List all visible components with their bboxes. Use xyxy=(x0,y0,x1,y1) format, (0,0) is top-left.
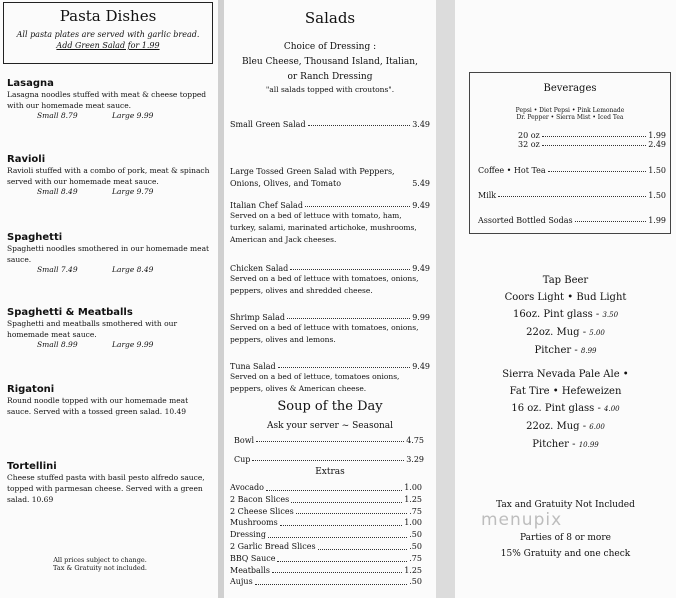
item-desc: Spaghetti noodles smothered in our homemade meat sauce. xyxy=(7,244,210,264)
menu-item xyxy=(7,154,212,199)
tap-title: Tap Beer xyxy=(542,275,589,286)
extra-row: Dressing .50 xyxy=(230,530,422,540)
item-desc: Lasagna noodles stuffed with meat & cheese topped with our homemade meat sauce. xyxy=(7,90,207,110)
salad-name: Tuna Salad xyxy=(230,362,276,371)
fold-shadow-right xyxy=(436,0,455,598)
salads-title: Salads xyxy=(304,9,356,27)
extra-row: Mushrooms 1.00 xyxy=(230,518,422,528)
salad-price: 9.49 xyxy=(412,362,430,371)
tap-beer-section xyxy=(455,272,676,454)
dressing-line: "all salads topped with croutons". xyxy=(265,85,395,94)
salad-desc: Served on a bed of lettuce, tomatoes onions, peppers, olives & American cheese. xyxy=(230,372,400,393)
salad-item xyxy=(230,201,430,246)
beverages-panel xyxy=(455,0,676,598)
large-price: Large 9.99 xyxy=(112,111,154,120)
soup-cup-row xyxy=(234,455,424,464)
bowl-price: 4.75 xyxy=(406,436,424,445)
gratuity-note: 15% Gratuity and one check xyxy=(500,549,631,559)
tap-pint: 16 oz. Pint glass - 4.00 xyxy=(511,403,620,414)
item-desc: Spaghetti and meatballs smothered with our homemade meat sauce. xyxy=(7,319,178,339)
salad-item xyxy=(230,264,430,297)
disclaimer-line: All prices subject to change. xyxy=(53,556,147,564)
item-name: Ravioli xyxy=(7,154,46,165)
coffee-label: Coffee • Hot Tea xyxy=(478,166,546,175)
extras-title: Extras xyxy=(315,467,345,477)
tap-pint: 16oz. Pint glass - 3.50 xyxy=(512,309,619,320)
item-desc: Cheese stuffed pasta with basil pesto alfredo sauce, topped with parmesan cheese. Served with a green salad. 10.69 xyxy=(7,473,205,504)
salads-panel xyxy=(224,0,436,598)
extras-list xyxy=(230,482,422,588)
salad-item xyxy=(230,313,430,346)
milk-price: 1.50 xyxy=(648,191,666,200)
salad-item xyxy=(230,166,430,190)
dressing-box xyxy=(224,40,436,95)
dressing-line: or Ranch Dressing xyxy=(287,72,373,82)
extra-row: 2 Garlic Bread Slices .50 xyxy=(230,541,422,551)
tap-mug: 22oz. Mug - 6.00 xyxy=(526,421,605,432)
tap-line: Fat Tire • Hefeweizen xyxy=(509,386,622,397)
pasta-add-salad: Add Green Salad for 1.99 xyxy=(56,41,160,50)
salad-desc: Served on a bed of lettuce with tomatoes, onions, peppers, olives and shredded cheese. xyxy=(230,274,419,295)
salad-name: Small Green Salad xyxy=(230,120,306,129)
dressing-line: Bleu Cheese, Thousand Island, Italian, xyxy=(242,57,418,67)
menu-item xyxy=(7,232,212,277)
salad-desc: Served on a bed of lettuce with tomato, ham, turkey, salami, marinated artichoke, mushrooms, American and Jack cheeses. xyxy=(230,211,417,244)
salad-name: Large Tossed Green Salad with Peppers, Onions, Olives, and Tomato xyxy=(230,167,395,188)
soup-bowl-row xyxy=(234,436,424,445)
pasta-note: All pasta plates are served with garlic bread. xyxy=(16,30,200,39)
cup-label: Cup xyxy=(234,455,251,464)
tap-pitcher: Pitcher - 10.99 xyxy=(532,439,599,450)
price-disclaimer xyxy=(20,556,180,572)
extra-row: Aujus .50 xyxy=(230,577,422,587)
large-price: Large 9.99 xyxy=(112,340,154,349)
oz32-price: 2.49 xyxy=(648,140,666,149)
milk-label: Milk xyxy=(478,191,497,200)
salad-item xyxy=(230,362,430,395)
oz32-label: 32 oz xyxy=(518,140,540,149)
large-price: Large 9.79 xyxy=(112,187,154,196)
extra-row: BBQ Sauce .75 xyxy=(230,553,422,563)
tap-line: Sierra Nevada Pale Ale • xyxy=(502,369,629,380)
salad-name: Chicken Salad xyxy=(230,264,289,273)
small-price: Small 8.99 xyxy=(37,340,78,349)
small-price: Small 8.79 xyxy=(37,111,78,120)
beverages-title: Beverages xyxy=(543,83,597,94)
menu-item xyxy=(7,384,212,417)
salad-price: 5.49 xyxy=(412,179,430,188)
oz20-price: 1.99 xyxy=(648,131,666,140)
bottled-price: 1.99 xyxy=(648,216,666,225)
extra-row: 2 Bacon Slices 1.25 xyxy=(230,494,422,504)
tap-pitcher: Pitcher - 8.99 xyxy=(534,345,597,356)
item-name: Spaghetti xyxy=(7,232,63,243)
salad-item xyxy=(230,120,430,129)
dressing-line: Choice of Dressing : xyxy=(283,42,377,52)
menu-item xyxy=(7,78,212,123)
soup-title: Soup of the Day xyxy=(277,399,383,414)
item-desc: Ravioli stuffed with a combo of pork, meat & spinach served with our homemade meat sauce. xyxy=(7,166,210,186)
tap-line: Coors Light • Bud Light xyxy=(504,292,627,303)
item-name: Tortellini xyxy=(7,461,57,472)
salad-price: 9.99 xyxy=(412,313,430,322)
parties-note: Parties of 8 or more xyxy=(520,533,611,543)
cup-price: 3.29 xyxy=(406,455,424,464)
salad-name: Shrimp Salad xyxy=(230,313,285,322)
extra-row: Meatballs 1.25 xyxy=(230,565,422,575)
extra-row: Avocado 1.00 xyxy=(230,483,422,492)
tax-note: Tax and Gratuity Not Included xyxy=(496,500,635,510)
item-name: Spaghetti & Meatballs xyxy=(7,307,133,318)
oz20-label: 20 oz xyxy=(518,131,540,140)
item-name: Lasagna xyxy=(7,78,54,89)
salad-price: 3.49 xyxy=(412,120,430,129)
menu-item xyxy=(7,307,212,352)
salad-name: Italian Chef Salad xyxy=(230,201,303,210)
bowl-label: Bowl xyxy=(234,436,255,445)
menupix-watermark: menupix xyxy=(481,510,563,530)
bottled-label: Assorted Bottled Sodas xyxy=(478,216,573,225)
large-price: Large 8.49 xyxy=(112,265,154,274)
tap-mug: 22oz. Mug - 5.00 xyxy=(526,327,605,338)
extra-row: 2 Cheese Slices .75 xyxy=(230,506,422,516)
pasta-header-box xyxy=(3,2,213,64)
pasta-panel xyxy=(0,0,218,598)
soda-list: Pepsi • Diet Pepsi • Pink Lemonade xyxy=(515,107,625,114)
salad-price: 9.49 xyxy=(412,264,430,273)
menu-item xyxy=(7,461,207,505)
small-price: Small 7.49 xyxy=(37,265,78,274)
beverages-box xyxy=(469,72,671,234)
item-desc: Round noodle topped with our homemade meat sauce. Served with a tossed green salad. 10.49 xyxy=(7,396,189,416)
disclaimer-line: Tax & Gratuity not included. xyxy=(53,564,147,572)
coffee-price: 1.50 xyxy=(648,166,666,175)
pasta-title: Pasta Dishes xyxy=(59,7,157,25)
salad-price: 9.49 xyxy=(412,201,430,210)
item-name: Rigatoni xyxy=(7,384,55,395)
soup-ask: Ask your server ~ Seasonal xyxy=(266,421,394,431)
small-price: Small 8.49 xyxy=(37,187,78,196)
soda-list: Dr. Pepper • Sierra Mist • Iced Tea xyxy=(516,114,624,121)
salad-desc: Served on a bed of lettuce with tomatoes, onions, peppers, olives and lemons. xyxy=(230,323,419,344)
